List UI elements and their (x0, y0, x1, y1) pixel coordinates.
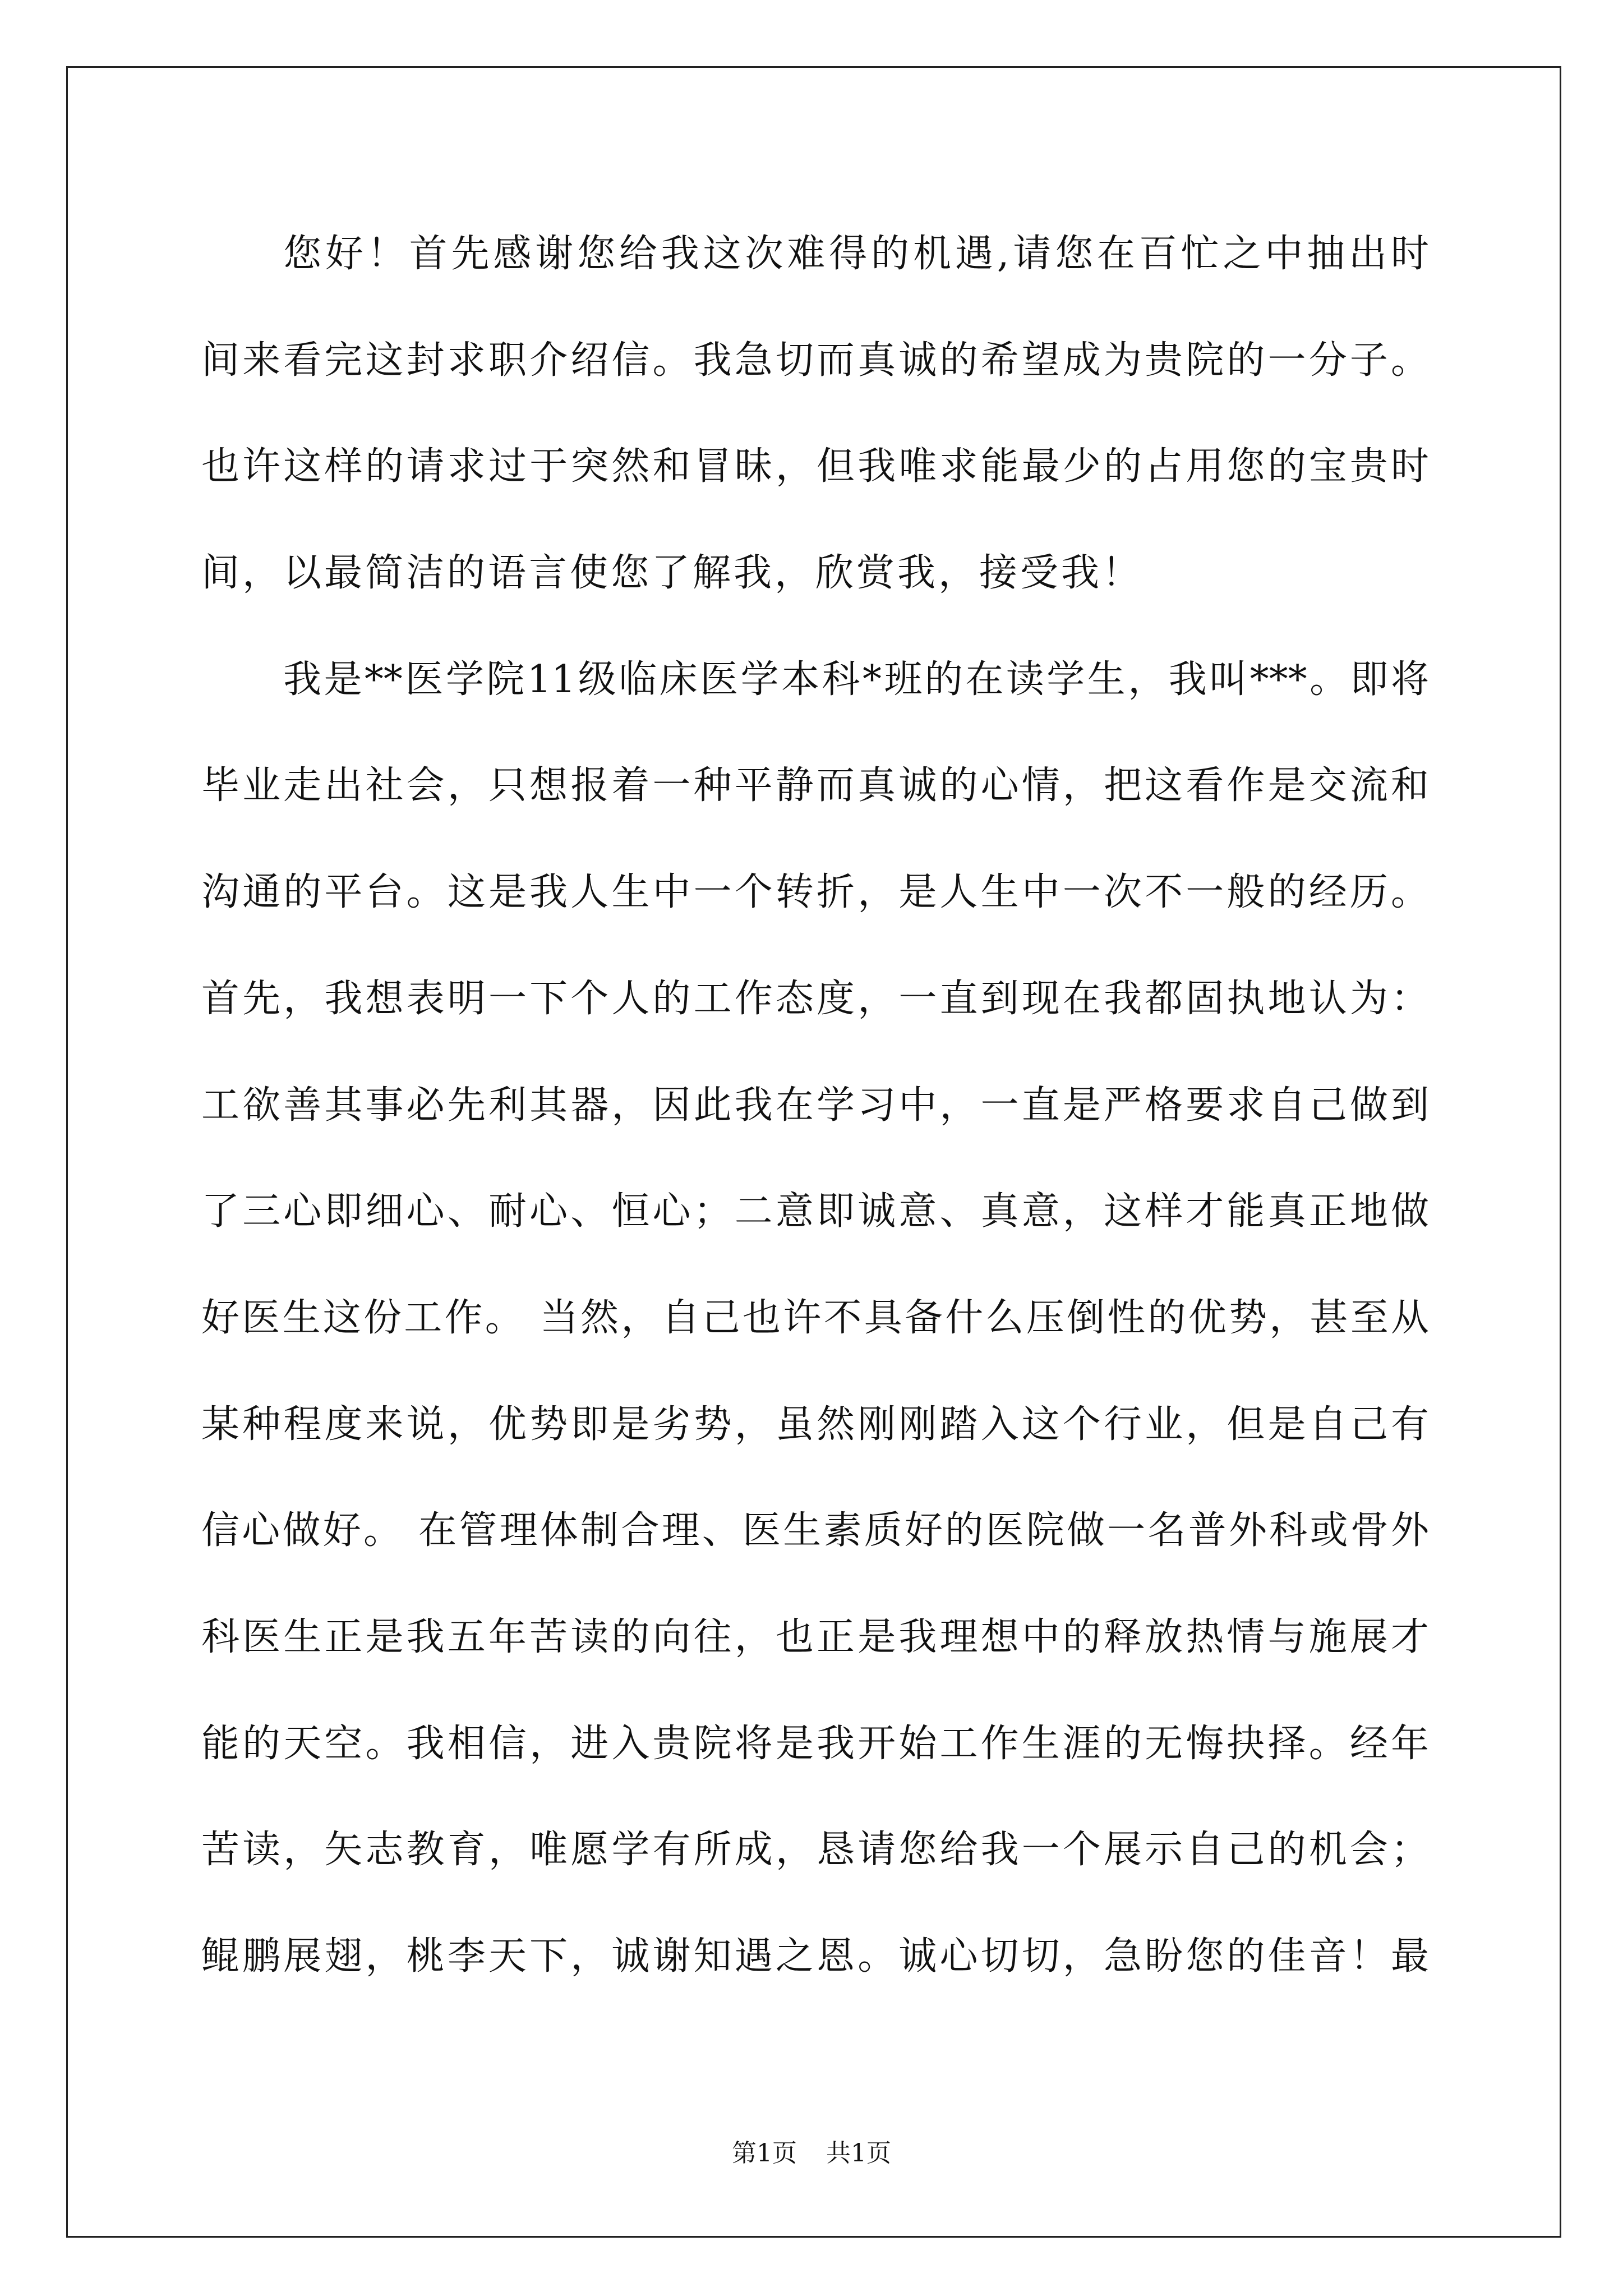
text-line: 鲲鹏展翅，桃李天下，诚谢知遇之恩。诚心切切，急盼您的佳音！最 (201, 1934, 1429, 1978)
text-line: 了三心即细心、耐心、恒心；二意即诚意、真意，这样才能真正地做 (201, 1189, 1429, 1234)
text-line: 您好！首先感谢您给我这次难得的机遇,请您在百忙之中抽出时 (283, 232, 1429, 276)
text-line: 工欲善其事必先利其器，因此我在学习中，一直是严格要求自己做到 (201, 1083, 1429, 1128)
page-number: 第1页 (732, 2139, 797, 2168)
text-line: 间来看完这封求职介绍信。我急切而真诚的希望成为贵院的一分子。 (201, 338, 1429, 383)
text-line: 某种程度来说，优势即是劣势，虽然刚刚踏入这个行业，但是自己有 (201, 1402, 1429, 1447)
text-line: 我是**医学院11级临床医学本科*班的在读学生，我叫***。即将 (283, 657, 1429, 702)
text-line: 沟通的平台。这是我人生中一个转折，是人生中一次不一般的经历。 (201, 870, 1429, 915)
document-body (201, 201, 1429, 2010)
text-line: 首先，我想表明一下个人的工作态度，一直到现在我都固执地认为： (201, 976, 1429, 1021)
page-total: 共1页 (826, 2139, 891, 2168)
text-line: 间，以最简洁的语言使您了解我，欣赏我，接受我！ (201, 551, 1144, 596)
page-footer (0, 2136, 1623, 2171)
paragraph (201, 201, 1429, 627)
text-line: 能的天空。我相信，进入贵院将是我开始工作生涯的无悔抉择。经年 (201, 1721, 1429, 1766)
text-line: 也许这样的请求过于突然和冒昧，但我唯求能最少的占用您的宝贵时 (201, 444, 1429, 489)
text-line: 好医生这份工作。 当然，自己也许不具备什么压倒性的优势，甚至从 (201, 1295, 1429, 1340)
text-line: 毕业走出社会，只想报着一种平静而真诚的心情，把这看作是交流和 (201, 763, 1429, 808)
text-line: 苦读，矢志教育，唯愿学有所成，恳请您给我一个展示自己的机会； (201, 1828, 1429, 1872)
text-line: 科医生正是我五年苦读的向往，也正是我理想中的释放热情与施展才 (201, 1614, 1429, 1659)
text-line: 信心做好。 在管理体制合理、医生素质好的医院做一名普外科或骨外 (201, 1508, 1429, 1553)
paragraph (201, 627, 1429, 2010)
